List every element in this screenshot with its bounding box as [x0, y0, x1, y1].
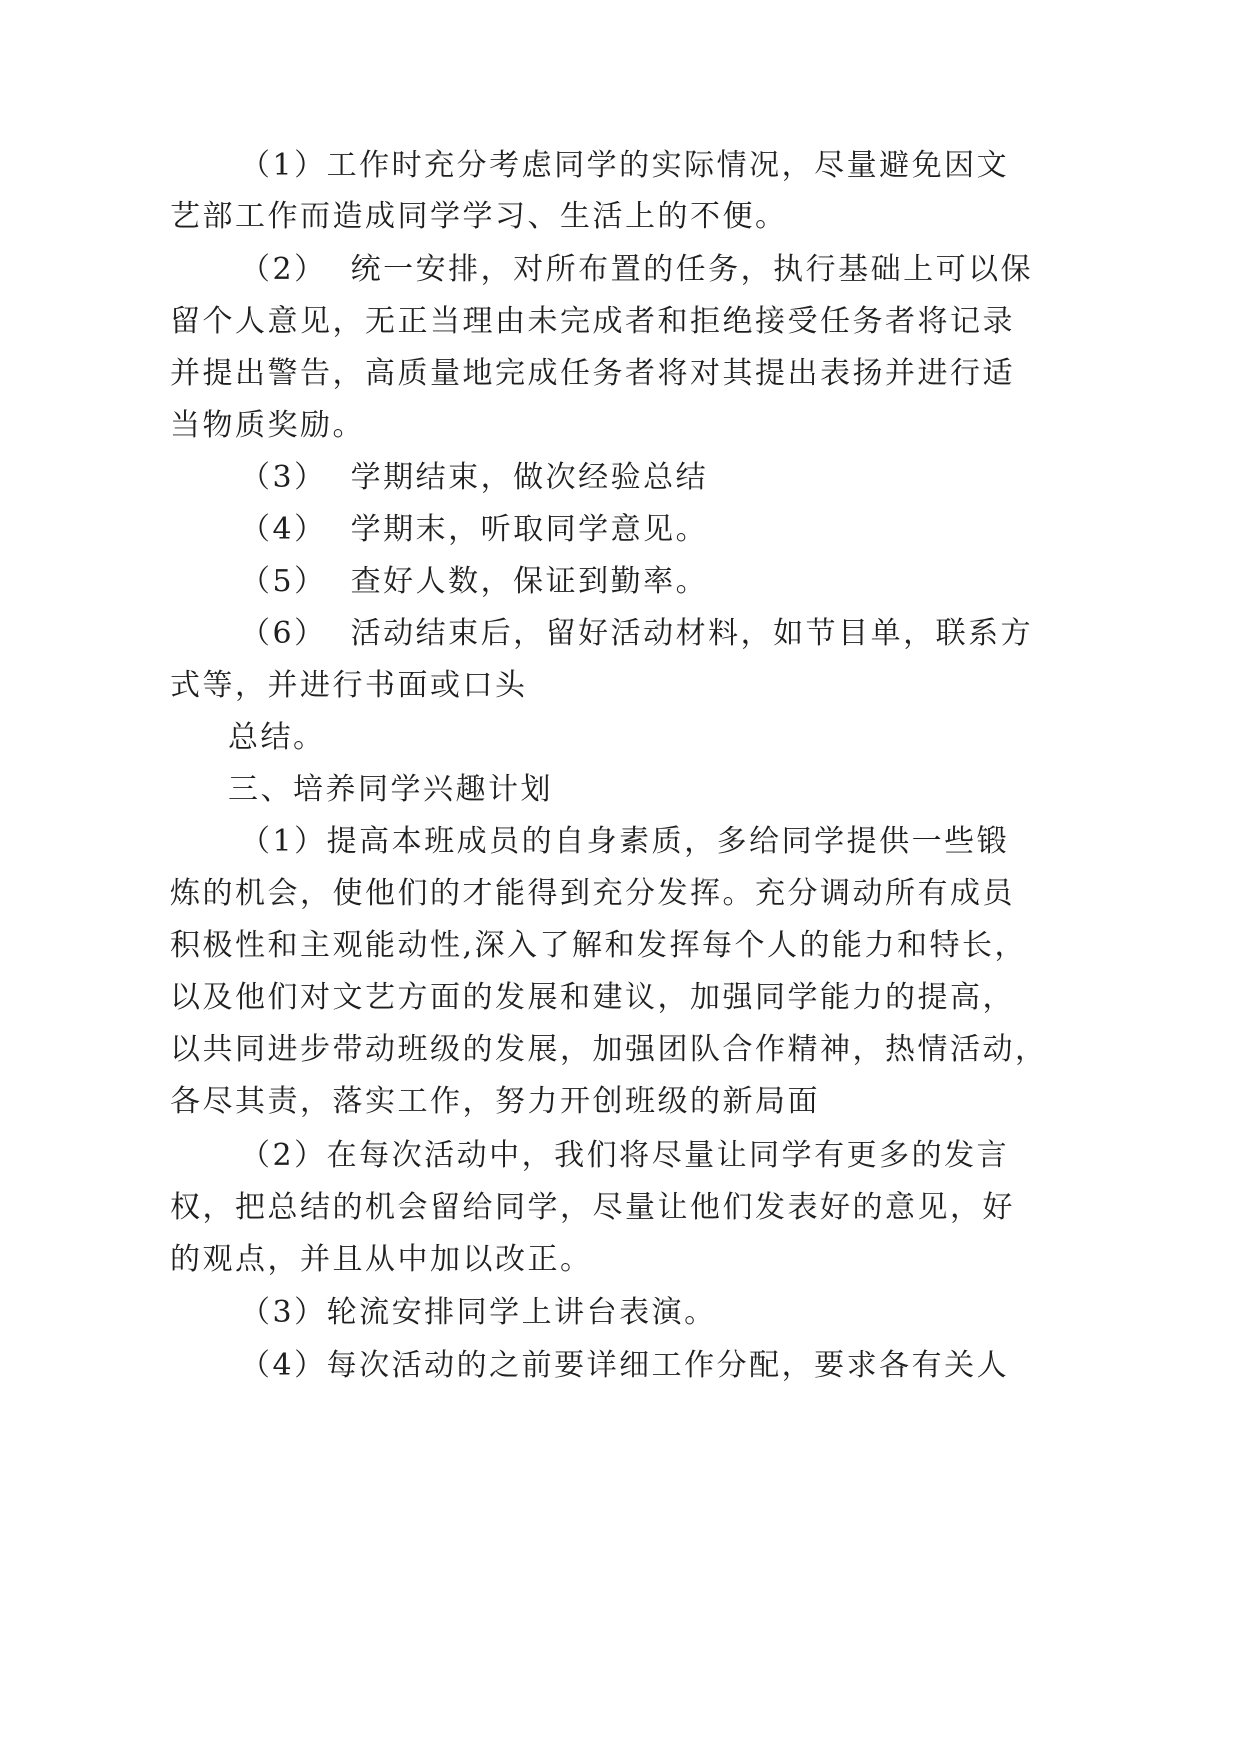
paragraph-line: （1）提高本班成员的自身素质，多给同学提供一些锻 [240, 824, 1010, 859]
paragraph-line: （5） 查好人数，保证到勤率。 [240, 564, 709, 599]
paragraph-line: （2）在每次活动中，我们将尽量让同学有更多的发言 [240, 1138, 1010, 1173]
paragraph-line: 以共同进步带动班级的发展，加强团队合作精神，热情活动， [170, 1032, 1048, 1067]
paragraph-line: 艺部工作而造成同学学习、生活上的不便。 [170, 199, 788, 234]
paragraph-line: （4） 学期末，听取同学意见。 [240, 512, 709, 547]
paragraph-line: 以及他们对文艺方面的发展和建议，加强同学能力的提高， [170, 980, 1015, 1015]
paragraph-line: 积极性和主观能动性,深入了解和发挥每个人的能力和特长， [170, 928, 1028, 963]
paragraph-line: （6） 活动结束后，留好活动材料，如节目单，联系方 [240, 616, 1034, 651]
paragraph-line: 式等，并进行书面或口头 [170, 668, 528, 703]
paragraph-line: （2） 统一安排，对所布置的任务，执行基础上可以保 [240, 252, 1034, 287]
paragraph-line: 炼的机会，使他们的才能得到充分发挥。充分调动所有成员 [170, 876, 1015, 911]
paragraph-line: （4）每次活动的之前要详细工作分配，要求各有关人 [240, 1348, 1010, 1383]
paragraph-line: 并提出警告，高质量地完成任务者将对其提出表扬并进行适 [170, 356, 1015, 391]
paragraph-line: 留个人意见，无正当理由未完成者和拒绝接受任务者将记录 [170, 304, 1015, 339]
paragraph-line: （3） 学期结束，做次经验总结 [240, 460, 709, 495]
section-heading: 三、培养同学兴趣计划 [228, 772, 553, 807]
paragraph-line: 权，把总结的机会留给同学，尽量让他们发表好的意见，好 [170, 1190, 1015, 1225]
paragraph-line: 的观点，并且从中加以改正。 [170, 1242, 593, 1277]
paragraph-line: 总结。 [228, 720, 326, 755]
paragraph-line: 当物质奖励。 [170, 408, 365, 443]
paragraph-line: （3）轮流安排同学上讲台表演。 [240, 1295, 717, 1330]
paragraph-line: （1）工作时充分考虑同学的实际情况，尽量避免因文 [240, 148, 1010, 183]
paragraph-line: 各尽其责，落实工作，努力开创班级的新局面 [170, 1084, 820, 1119]
